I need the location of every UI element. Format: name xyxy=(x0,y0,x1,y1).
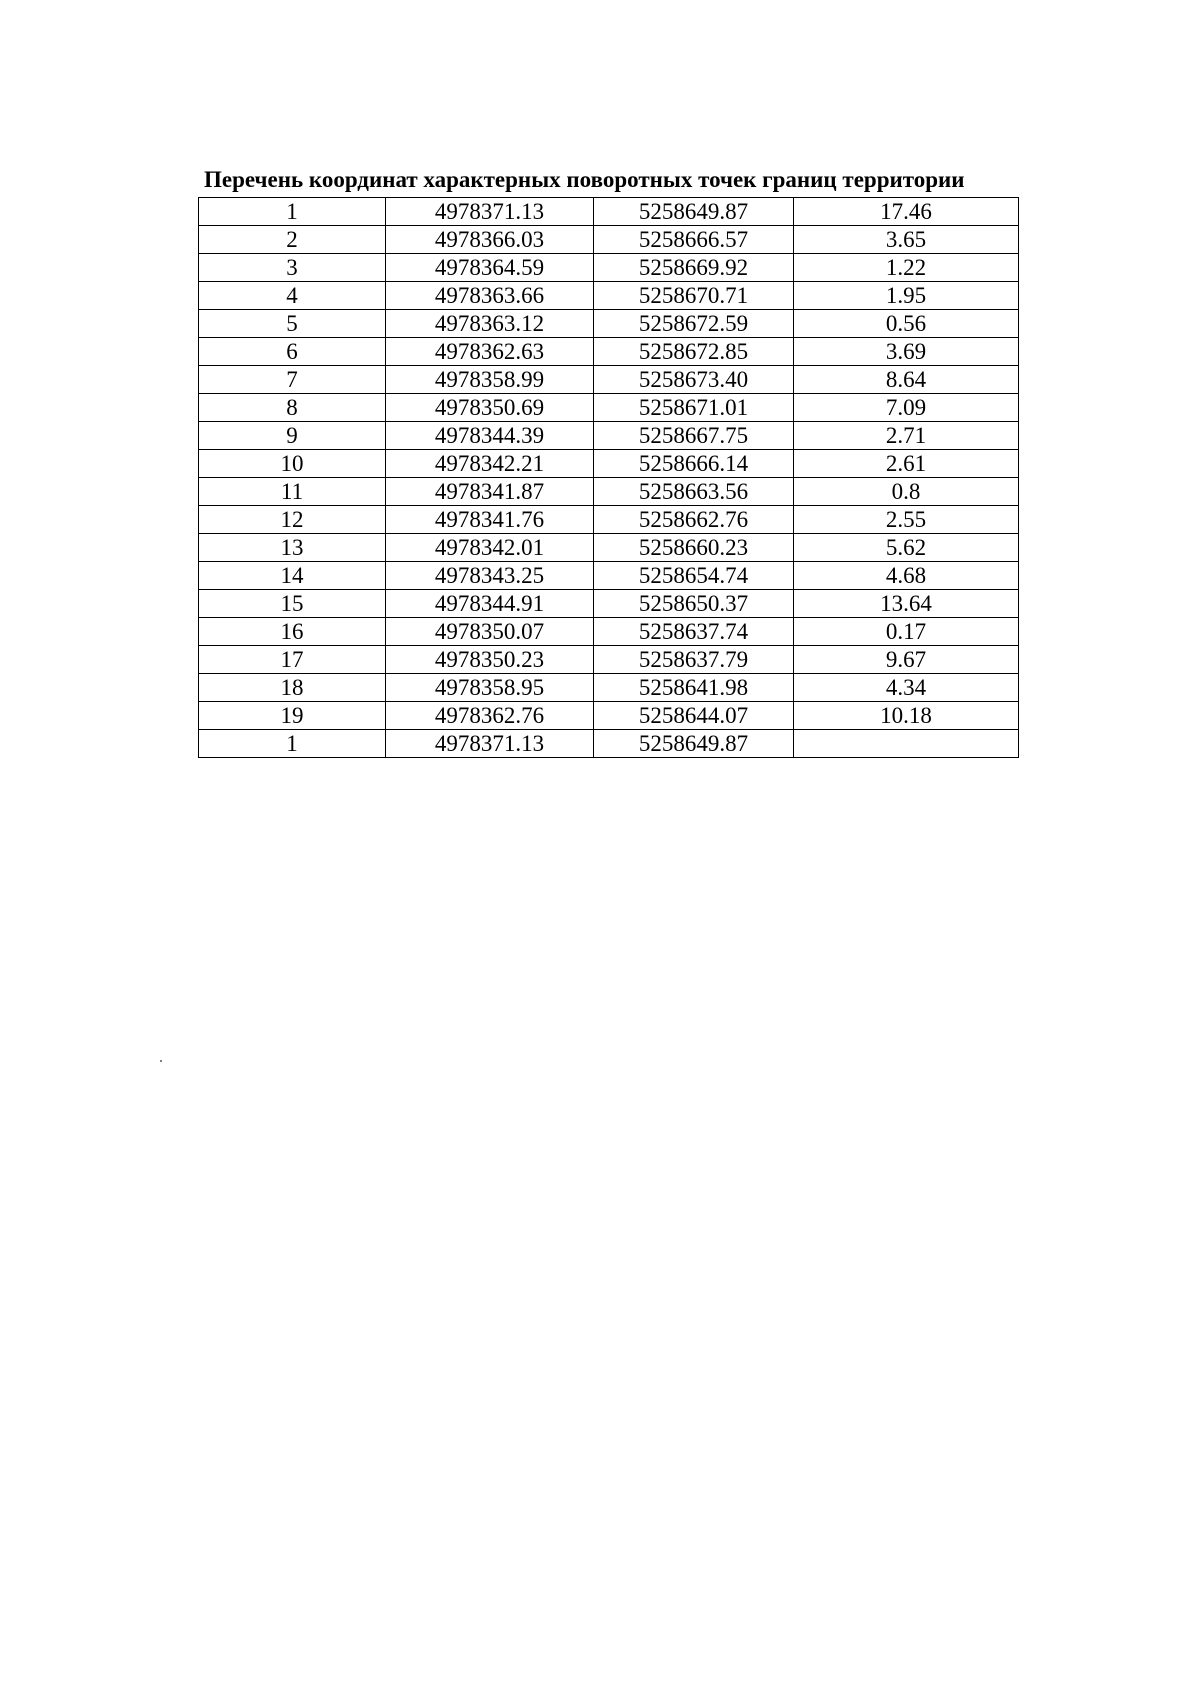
y-coordinate-cell: 5258662.76 xyxy=(594,506,794,534)
table-row xyxy=(199,534,1019,562)
distance-cell: 10.18 xyxy=(794,702,1019,730)
x-coordinate-cell: 4978362.63 xyxy=(386,338,594,366)
y-coordinate-cell: 5258644.07 xyxy=(594,702,794,730)
y-coordinate-cell: 5258672.85 xyxy=(594,338,794,366)
distance-cell: 7.09 xyxy=(794,394,1019,422)
y-coordinate-cell: 5258663.56 xyxy=(594,478,794,506)
point-number-cell: 2 xyxy=(199,226,386,254)
distance-cell: 0.8 xyxy=(794,478,1019,506)
point-number-cell: 17 xyxy=(199,646,386,674)
y-coordinate-cell: 5258649.87 xyxy=(594,730,794,758)
distance-cell: 0.17 xyxy=(794,618,1019,646)
distance-cell xyxy=(794,730,1019,758)
y-coordinate-cell: 5258669.92 xyxy=(594,254,794,282)
distance-cell: 9.67 xyxy=(794,646,1019,674)
point-number-cell: 16 xyxy=(199,618,386,646)
table-row xyxy=(199,618,1019,646)
x-coordinate-cell: 4978358.95 xyxy=(386,674,594,702)
x-coordinate-cell: 4978363.12 xyxy=(386,310,594,338)
table-row xyxy=(199,310,1019,338)
table-row xyxy=(199,450,1019,478)
distance-cell: 17.46 xyxy=(794,198,1019,226)
x-coordinate-cell: 4978342.01 xyxy=(386,534,594,562)
y-coordinate-cell: 5258671.01 xyxy=(594,394,794,422)
point-number-cell: 3 xyxy=(199,254,386,282)
table-row xyxy=(199,562,1019,590)
distance-cell: 3.65 xyxy=(794,226,1019,254)
point-number-cell: 8 xyxy=(199,394,386,422)
document-title: Перечень координат характерных поворотных точек границ территории xyxy=(204,167,965,192)
x-coordinate-cell: 4978344.91 xyxy=(386,590,594,618)
y-coordinate-cell: 5258660.23 xyxy=(594,534,794,562)
distance-cell: 3.69 xyxy=(794,338,1019,366)
distance-cell: 5.62 xyxy=(794,534,1019,562)
y-coordinate-cell: 5258637.79 xyxy=(594,646,794,674)
point-number-cell: 5 xyxy=(199,310,386,338)
x-coordinate-cell: 4978341.87 xyxy=(386,478,594,506)
x-coordinate-cell: 4978350.07 xyxy=(386,618,594,646)
coordinates-table xyxy=(198,197,1019,758)
distance-cell: 2.61 xyxy=(794,450,1019,478)
x-coordinate-cell: 4978344.39 xyxy=(386,422,594,450)
distance-cell: 0.56 xyxy=(794,310,1019,338)
y-coordinate-cell: 5258649.87 xyxy=(594,198,794,226)
table-row xyxy=(199,198,1019,226)
x-coordinate-cell: 4978358.99 xyxy=(386,366,594,394)
table-row xyxy=(199,254,1019,282)
y-coordinate-cell: 5258670.71 xyxy=(594,282,794,310)
distance-cell: 1.22 xyxy=(794,254,1019,282)
x-coordinate-cell: 4978342.21 xyxy=(386,450,594,478)
x-coordinate-cell: 4978371.13 xyxy=(386,730,594,758)
table-row xyxy=(199,226,1019,254)
y-coordinate-cell: 5258666.57 xyxy=(594,226,794,254)
point-number-cell: 18 xyxy=(199,674,386,702)
x-coordinate-cell: 4978363.66 xyxy=(386,282,594,310)
scan-speck xyxy=(160,1060,162,1062)
y-coordinate-cell: 5258637.74 xyxy=(594,618,794,646)
x-coordinate-cell: 4978364.59 xyxy=(386,254,594,282)
distance-cell: 4.68 xyxy=(794,562,1019,590)
y-coordinate-cell: 5258654.74 xyxy=(594,562,794,590)
table-row xyxy=(199,730,1019,758)
coordinates-table-body xyxy=(199,198,1019,758)
x-coordinate-cell: 4978341.76 xyxy=(386,506,594,534)
y-coordinate-cell: 5258667.75 xyxy=(594,422,794,450)
point-number-cell: 1 xyxy=(199,198,386,226)
point-number-cell: 13 xyxy=(199,534,386,562)
table-row xyxy=(199,394,1019,422)
y-coordinate-cell: 5258650.37 xyxy=(594,590,794,618)
table-row xyxy=(199,674,1019,702)
table-row xyxy=(199,590,1019,618)
table-row xyxy=(199,506,1019,534)
point-number-cell: 10 xyxy=(199,450,386,478)
distance-cell: 4.34 xyxy=(794,674,1019,702)
x-coordinate-cell: 4978362.76 xyxy=(386,702,594,730)
table-row xyxy=(199,282,1019,310)
table-row xyxy=(199,338,1019,366)
distance-cell: 2.71 xyxy=(794,422,1019,450)
x-coordinate-cell: 4978366.03 xyxy=(386,226,594,254)
point-number-cell: 11 xyxy=(199,478,386,506)
point-number-cell: 14 xyxy=(199,562,386,590)
distance-cell: 2.55 xyxy=(794,506,1019,534)
x-coordinate-cell: 4978350.69 xyxy=(386,394,594,422)
x-coordinate-cell: 4978343.25 xyxy=(386,562,594,590)
point-number-cell: 7 xyxy=(199,366,386,394)
y-coordinate-cell: 5258641.98 xyxy=(594,674,794,702)
table-row xyxy=(199,702,1019,730)
table-row xyxy=(199,422,1019,450)
distance-cell: 8.64 xyxy=(794,366,1019,394)
table-row xyxy=(199,478,1019,506)
point-number-cell: 15 xyxy=(199,590,386,618)
point-number-cell: 9 xyxy=(199,422,386,450)
point-number-cell: 12 xyxy=(199,506,386,534)
table-row xyxy=(199,366,1019,394)
y-coordinate-cell: 5258672.59 xyxy=(594,310,794,338)
x-coordinate-cell: 4978350.23 xyxy=(386,646,594,674)
point-number-cell: 1 xyxy=(199,730,386,758)
distance-cell: 1.95 xyxy=(794,282,1019,310)
y-coordinate-cell: 5258666.14 xyxy=(594,450,794,478)
point-number-cell: 6 xyxy=(199,338,386,366)
point-number-cell: 19 xyxy=(199,702,386,730)
table-row xyxy=(199,646,1019,674)
point-number-cell: 4 xyxy=(199,282,386,310)
y-coordinate-cell: 5258673.40 xyxy=(594,366,794,394)
x-coordinate-cell: 4978371.13 xyxy=(386,198,594,226)
distance-cell: 13.64 xyxy=(794,590,1019,618)
